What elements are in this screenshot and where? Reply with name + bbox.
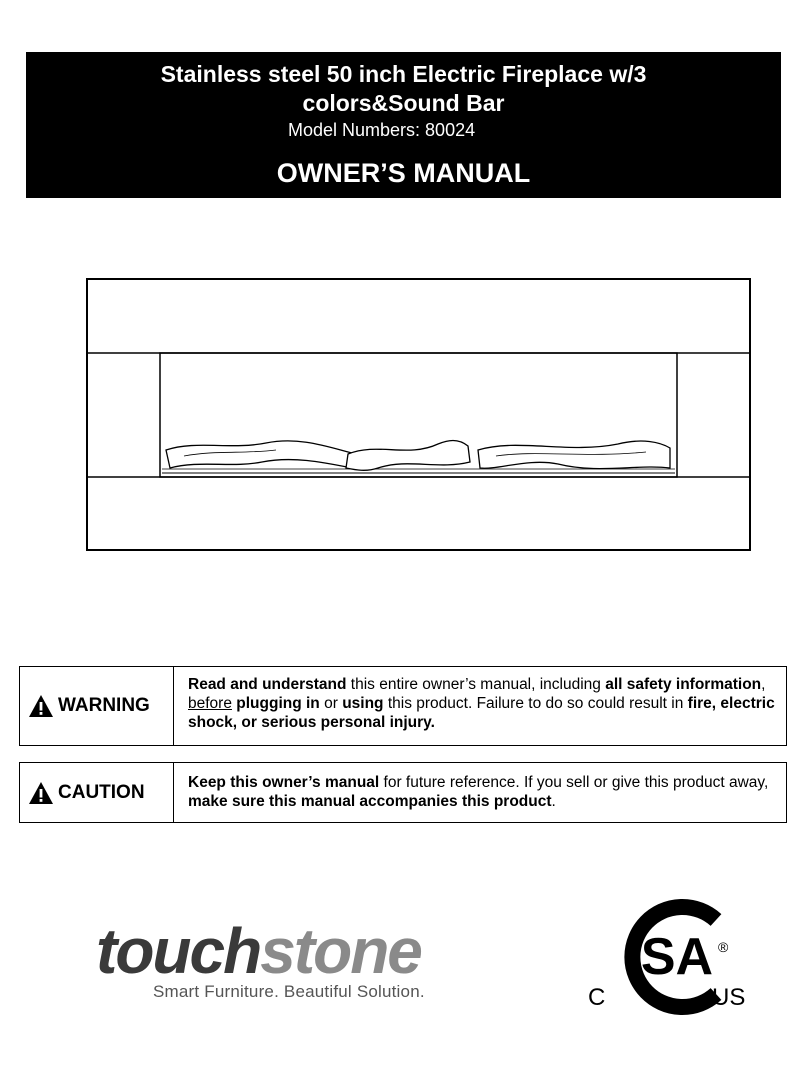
caution-box (19, 762, 787, 823)
fireplace-outer-frame (87, 279, 750, 550)
warning-triangle-icon (28, 781, 54, 805)
csa-registered: ® (718, 939, 729, 955)
logo-wordmark: touchstone (96, 915, 421, 987)
csa-certification-mark (584, 890, 774, 1020)
csa-c-label: C (588, 984, 606, 1011)
title-banner (26, 52, 781, 198)
warning-text: Read and understand this entire owner’s manual, including all safety information, before plugging in or using this product. Failure to do so could result in fire, electric shock, or serious personal injury. (188, 676, 775, 731)
warning-label-cell (20, 667, 174, 745)
caution-text: Keep this owner’s manual for future reference. If you sell or give this product away, make sure this manual accompanies this product. (188, 774, 769, 810)
csa-us-label: US (712, 984, 746, 1011)
logo-tagline: Smart Furniture. Beautiful Solution. (153, 982, 425, 1001)
warning-label: WARNING (58, 695, 150, 716)
model-numbers: Model Numbers: 80024 (288, 120, 476, 140)
product-title: Stainless steel 50 inch Electric Fireplace w/3 colors&Sound Bar (160, 61, 647, 116)
caution-label: CAUTION (58, 781, 145, 803)
caution-label-cell (20, 763, 174, 822)
warning-triangle-icon (28, 694, 54, 718)
csa-letters: SA (640, 928, 714, 986)
fireplace-illustration (86, 278, 752, 554)
manual-title: OWNER’S MANUAL (276, 158, 531, 188)
warning-box (19, 666, 787, 746)
touchstone-logo (96, 915, 425, 1002)
